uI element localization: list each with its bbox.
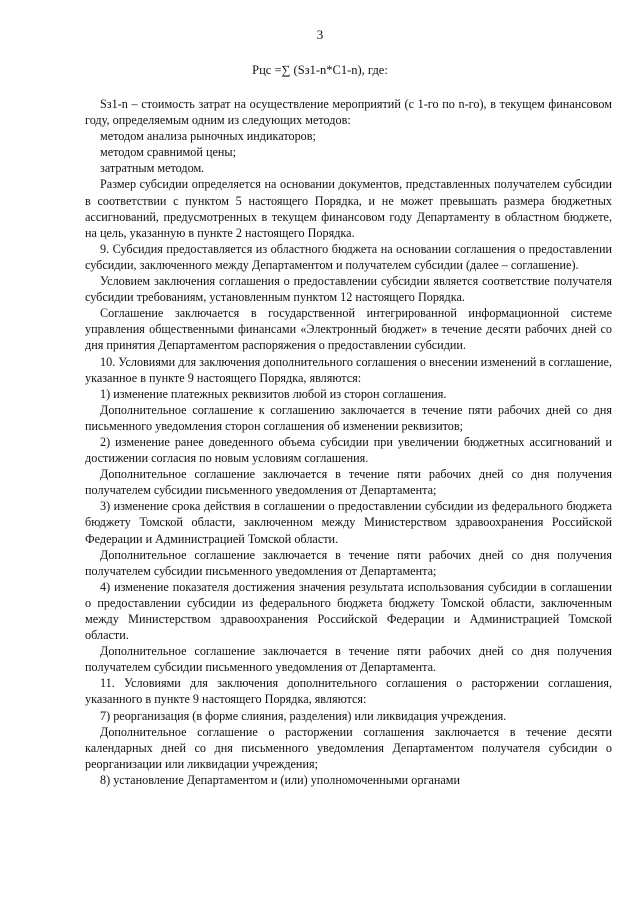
paragraph: Дополнительное соглашение о расторжении соглашения заключается в течение десяти календарных дней со дня письменного уведомления Департаментом получателя субсидии о реорганизации или ликвидации учреждения; — [85, 724, 612, 771]
paragraph: методом анализа рыночных индикаторов; — [100, 129, 316, 144]
paragraph: Дополнительное соглашение заключается в течение пяти рабочих дней со дня получения получателем субсидии письменного уведомления от Департамента; — [85, 547, 612, 578]
paragraph: 7) реорганизация (в форме слияния, разделения) или ликвидация учреждения. — [100, 708, 507, 723]
paragraph: Размер субсидии определяется на основании документов, представленных получателем субсидии в соответствии с пунктом 5 настоящего Порядка, и не может превышать размера бюджетных ассигнований, предусмотренных в текущем финансовом году Департаменту в областном бюджете, на цель, указанную в пункте 2 настоящего Порядка. — [85, 177, 612, 240]
page-number: 3 — [316, 27, 324, 42]
paragraph: 3) изменение срока действия в соглашении о предоставлении субсидии из федерального бюджета бюджету Томской области, заключенном между Министерством здравоохранения Российской Федерации и Администрацией Томской области. — [85, 499, 612, 546]
paragraph: 2) изменение ранее доведенного объема субсидии при увеличении бюджетных ассигнований и достижении согласия по новым условиям соглашения. — [85, 434, 612, 466]
paragraph: 9. Субсидия предоставляется из областного бюджета на основании соглашения о предоставлении субсидии, заключенного между Департаментом и получателем субсидии (далее – соглашение). — [85, 241, 612, 272]
paragraph: 10. Условиями для заключения дополнительного соглашения о внесении изменений в соглашение, указанное в пункте 9 настоящего Порядка, являются: — [85, 354, 612, 385]
paragraph: Соглашение заключается в государственной интегрированной информационной системе управления общественными финансами «Электронный бюджет» в течение десяти рабочих дней со дня принятия Департаментом распоряжения о предоставлении субсидии. — [85, 306, 612, 353]
paragraph: 4) изменение показателя достижения значения результата использования субсидии в соглашении о предоставлении субсидии из федерального бюджета бюджету Томской области, заключенным между Министерством здравоохранения Российской Федерации и Администрацией Томской области. — [85, 579, 612, 643]
paragraph: Дополнительное соглашение заключается в течение пяти рабочих дней со дня получения получателем субсидии письменного уведомления от Департамента. — [85, 644, 612, 675]
paragraph: Sз1-n – стоимость затрат на осуществление мероприятий (с 1-го по n-го), в текущем финансовом году, определяемым одним из следующих методов: — [85, 97, 612, 128]
paragraph: затратным методом. — [100, 161, 205, 176]
paragraph: Условием заключения соглашения о предоставлении субсидии является соответствие получателя субсидии требованиям, установленным пунктом 12 настоящего Порядка. — [85, 274, 612, 305]
paragraph: 1) изменение платежных реквизитов любой из сторон соглашения. — [100, 386, 447, 401]
paragraph: 11. Условиями для заключения дополнительного соглашения о расторжении соглашения, указанного в пункте 9 настоящего Порядка, являются: — [85, 676, 612, 707]
formula: Pцс =∑ (Sз1-n*C1-n), где: — [252, 63, 388, 77]
document-body — [85, 96, 612, 788]
paragraph: методом сравнимой цены; — [100, 145, 236, 160]
paragraph: Дополнительное соглашение к соглашению заключается в течение пяти рабочих дней со дня письменного уведомления сторон соглашения об изменении реквизитов; — [85, 402, 612, 433]
paragraph: Дополнительное соглашение заключается в течение пяти рабочих дней со дня получения получателем субсидии письменного уведомления от Департамента; — [85, 467, 612, 498]
paragraph: 8) установление Департаментом и (или) уполномоченными органами — [100, 772, 461, 787]
